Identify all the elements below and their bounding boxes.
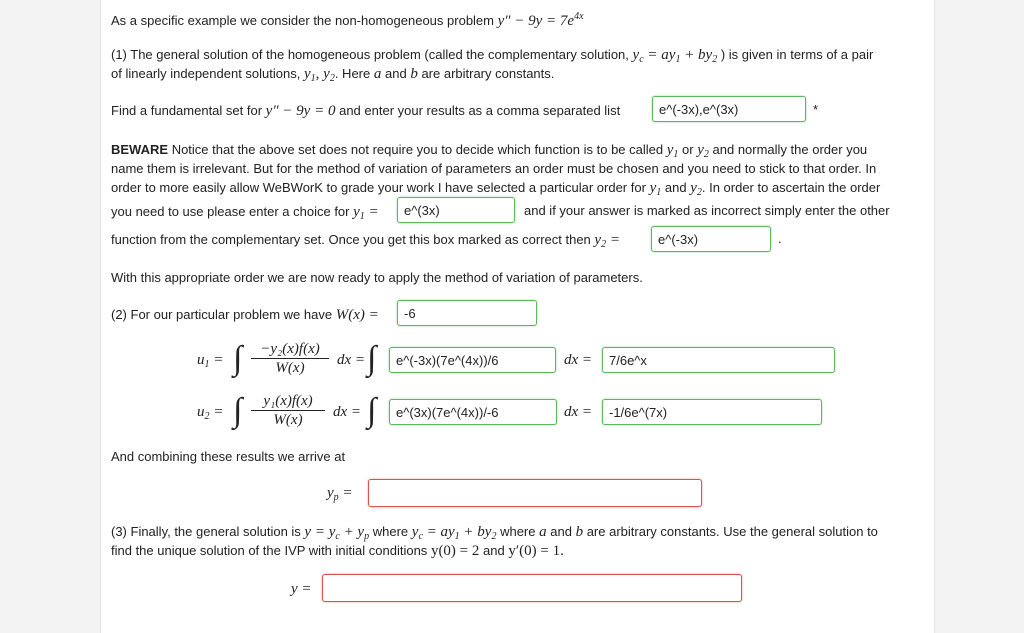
yp-input[interactable]: [368, 479, 702, 507]
u1-label: $u_1$ =: [197, 352, 224, 370]
beware-line4: you need to use please enter a choice for $y_1$ =: [111, 204, 379, 222]
part3-line1: (3) Finally, the general solution is $y = y_c + y_p$ where $y_c = ay_1 + by_2$ where a and b are arbitrary constants. Use the general solution to: [111, 524, 878, 542]
u1-integrand-input[interactable]: [389, 347, 556, 373]
combine-text: And combining these results we arrive at: [111, 449, 346, 464]
u2-result-input[interactable]: [602, 399, 822, 425]
u1-dx-result-label: dx =: [564, 352, 593, 368]
wronskian-input[interactable]: [397, 300, 537, 326]
yp-label: $y_p$ =: [327, 485, 353, 503]
beware-line3: order to more easily allow WeBWorK to grade your work I have selected a particular order for $y_1$ and $y_2$. In order to ascertain the order: [111, 180, 881, 198]
part1-line1: (1) The general solution of the homogeneous problem (called the complementary solution, $y_c = ay_1 + by_2$ ) is given in terms of a pair: [111, 47, 874, 65]
part2-label: (2) For our particular problem we have W(x) =: [111, 307, 379, 323]
u1-dx-label: dx =: [337, 352, 366, 368]
u2-integrand-input[interactable]: [389, 399, 557, 425]
find-line: Find a fundamental set for y″ − 9y = 0 and enter your results as a comma separated list: [111, 103, 621, 119]
intro-text: As a specific example we consider the non-homogeneous problem: [111, 13, 494, 28]
beware-line4-rest: and if your answer is marked as incorrect simply enter the other: [524, 203, 890, 218]
y1-choice-input[interactable]: [397, 197, 515, 223]
intro-equation: $y'' - 9y = 7e^{4x}$: [497, 11, 584, 29]
part1-line2: of linearly independent solutions, $y_1$, $y_2$. Here a and b are arbitrary constants.: [111, 66, 555, 84]
beware-title: BEWARE: [111, 142, 169, 157]
u2-dx-result-label: dx =: [564, 404, 593, 420]
beware-period: .: [778, 231, 782, 246]
y-solution-input[interactable]: [322, 574, 742, 602]
part3-line2: find the unique solution of the IVP with initial conditions y(0) = 2 and y′(0) = 1.: [111, 543, 564, 559]
u1-numerator: −y₂(x)f(x): [251, 340, 329, 359]
u2-denominator: W(x): [273, 412, 303, 428]
ready-text: With this appropriate order we are now ready to apply the method of variation of parameters.: [111, 270, 643, 285]
y2-choice-input[interactable]: [651, 226, 771, 252]
u2-dx-label: dx =: [333, 404, 362, 420]
integral-icon: ∫: [233, 392, 243, 429]
u1-denominator: W(x): [275, 360, 305, 376]
u2-label: $u_2$ =: [197, 404, 224, 422]
integral-icon: ∫: [367, 392, 377, 429]
fundamental-set-input[interactable]: [652, 96, 806, 122]
y-label: y =: [291, 581, 312, 597]
u1-fraction: [251, 340, 329, 377]
integral-icon: ∫: [367, 340, 377, 377]
problem-panel: [100, 0, 935, 633]
beware-line5: function from the complementary set. Once you get this box marked as correct then $y_2$ =: [111, 232, 620, 250]
u2-numerator: y₁(x)f(x): [251, 392, 325, 411]
beware-line1: BEWARE Notice that the above set does not require you to decide which function is to be called $y_1$ or $y_2$ and normally the order you: [111, 142, 868, 160]
intro-line: [111, 12, 584, 30]
u1-result-input[interactable]: [602, 347, 835, 373]
required-asterisk: *: [813, 102, 819, 117]
u2-fraction: [251, 392, 325, 429]
integral-icon: ∫: [233, 340, 243, 377]
beware-line2: name them is irrelevant. But for the method of variation of parameters an order must be chosen and you need to stick to that order. In: [111, 161, 877, 176]
